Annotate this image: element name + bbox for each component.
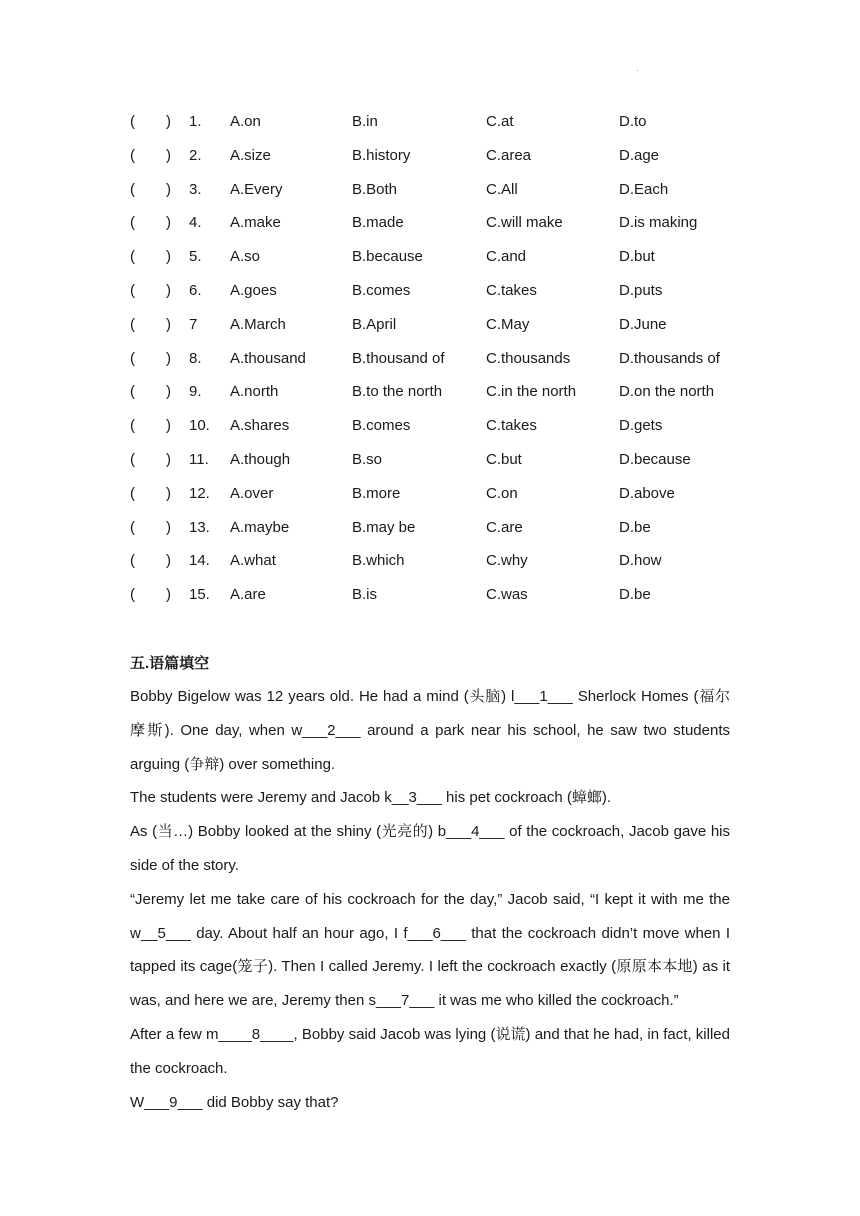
passage-paragraph: After a few m____8____, Bobby said Jacob was lying (说谎) and that he had, in fact, killed the cockroach. (130, 1025, 730, 1077)
option-row (130, 480, 750, 514)
option-d: D.how (619, 552, 662, 570)
option-c: C.May (486, 315, 530, 333)
question-number: 12. (189, 484, 210, 502)
option-a: A.so (230, 248, 261, 266)
answer-bracket-open: ( (130, 146, 135, 164)
answer-bracket-open: ( (130, 518, 135, 536)
question-number: 13. (189, 518, 210, 536)
option-a: A.are (230, 586, 266, 604)
answer-bracket-close: ) (166, 552, 171, 570)
option-row (130, 581, 750, 615)
option-b: B.to the north (352, 383, 443, 401)
option-row (130, 412, 750, 446)
option-d: D.thousands of (619, 349, 720, 367)
answer-bracket-open: ( (130, 484, 135, 502)
option-row (130, 446, 750, 480)
answer-bracket-close: ) (166, 417, 171, 435)
option-b: B.because (352, 248, 423, 266)
option-c: C.was (486, 586, 528, 604)
option-a: A.maybe (230, 518, 290, 536)
answer-bracket-close: ) (166, 248, 171, 266)
option-c: C.on (486, 484, 518, 502)
option-row (130, 277, 750, 311)
option-b: B.made (352, 214, 404, 232)
passage-paragraph: “Jeremy let me take care of his cockroach for the day,” Jacob said, “I kept it with me the w__5___ day. About half an hour ago, I f___6___ that the cockroach didn’t move when I tapped its cage(笼子). Then I called Jeremy. I left the cockroach exactly (原原本本地) as it was, and here we are, Jeremy then s___7___ it was me who killed the cockroach.” (130, 890, 730, 1010)
passage (130, 680, 730, 1119)
answer-bracket-open: ( (130, 315, 135, 333)
question-number: 1. (189, 113, 202, 130)
answer-bracket-close: ) (166, 349, 171, 367)
question-number: 6. (189, 281, 202, 299)
option-d: D.June (619, 315, 667, 333)
passage-paragraph: W___9___ did Bobby say that? (130, 1093, 339, 1111)
option-b: B.which (352, 552, 405, 570)
option-d: D.but (619, 248, 655, 266)
option-c: C.in the north (486, 383, 577, 401)
option-b: B.history (352, 146, 411, 164)
question-number: 7 (189, 315, 198, 333)
question-number: 4. (189, 214, 202, 232)
answer-bracket-open: ( (130, 281, 135, 299)
option-row (130, 209, 750, 243)
option-a: A.though (230, 450, 291, 468)
passage-paragraph: The students were Jeremy and Jacob k__3___ his pet cockroach (蟑螂). (130, 789, 612, 807)
question-number: 11. (189, 450, 209, 468)
option-a: A.over (230, 484, 274, 502)
option-b: B.comes (352, 281, 411, 299)
answer-bracket-close: ) (166, 450, 171, 468)
option-d: D.on the north (619, 383, 715, 401)
option-b: B.April (352, 315, 397, 333)
answer-bracket-close: ) (166, 586, 171, 604)
option-row (130, 514, 750, 548)
answer-bracket-open: ( (130, 349, 135, 367)
option-c: C.area (486, 146, 532, 164)
option-row (130, 142, 750, 176)
answer-bracket-close: ) (166, 484, 171, 502)
option-c: C.will make (486, 214, 563, 232)
answer-bracket-close: ) (166, 383, 171, 401)
option-a: A.shares (230, 417, 290, 435)
question-number: 8. (189, 349, 202, 367)
option-d: D.be (619, 518, 651, 536)
question-number: 2. (189, 146, 202, 164)
option-d: D.to (619, 113, 647, 130)
question-number: 10. (189, 417, 210, 435)
option-row (130, 345, 750, 379)
option-a: A.size (230, 146, 271, 164)
answer-bracket-open: ( (130, 180, 135, 198)
option-c: C.but (486, 450, 522, 468)
question-number: 5. (189, 248, 202, 266)
option-c: C.takes (486, 281, 537, 299)
answer-bracket-open: ( (130, 113, 135, 130)
question-number: 15. (189, 586, 210, 604)
option-b: B.comes (352, 417, 411, 435)
option-d: D.above (619, 484, 675, 502)
answer-bracket-open: ( (130, 383, 135, 401)
option-a: A.thousand (230, 349, 306, 367)
option-a: A.goes (230, 281, 277, 299)
option-b: B.so (352, 450, 383, 468)
option-d: D.because (619, 450, 691, 468)
option-b: B.is (352, 586, 378, 604)
option-c: C.and (486, 248, 527, 266)
option-d: D.puts (619, 281, 663, 299)
answer-bracket-close: ) (166, 281, 171, 299)
option-row (130, 378, 750, 412)
option-c: C.at (486, 113, 514, 130)
passage-paragraph: As (当…) Bobby looked at the shiny (光亮的) b___4___ of the cockroach, Jacob gave his side of the story. (130, 823, 730, 874)
option-row (130, 311, 750, 345)
option-d: D.is making (619, 214, 698, 232)
answer-bracket-open: ( (130, 248, 135, 266)
question-number: 14. (189, 552, 210, 570)
answer-bracket-close: ) (166, 146, 171, 164)
answer-bracket-open: ( (130, 552, 135, 570)
option-row (130, 108, 750, 142)
option-row (130, 176, 750, 210)
option-a: A.make (230, 214, 281, 232)
option-d: D.Each (619, 180, 669, 198)
header-mark: · (636, 66, 639, 75)
option-a: A.Every (230, 180, 283, 198)
option-b: B.thousand of (352, 349, 445, 367)
option-c: C.are (486, 518, 523, 536)
answer-bracket-close: ) (166, 518, 171, 536)
answer-bracket-close: ) (166, 214, 171, 232)
section-title: 五.语篇填空 (130, 655, 210, 672)
option-c: C.All (486, 180, 518, 198)
option-d: D.gets (619, 417, 663, 435)
option-a: A.on (230, 113, 261, 130)
option-d: D.age (619, 146, 660, 164)
options-table (130, 108, 750, 615)
answer-bracket-close: ) (166, 113, 171, 130)
option-a: A.March (230, 315, 286, 333)
answer-bracket-open: ( (130, 417, 135, 435)
option-a: A.north (230, 383, 279, 401)
answer-bracket-open: ( (130, 450, 135, 468)
option-a: A.what (230, 552, 276, 570)
option-b: B.in (352, 113, 378, 130)
option-b: B.may be (352, 518, 416, 536)
answer-bracket-open: ( (130, 586, 135, 604)
question-number: 3. (189, 180, 202, 198)
option-row (130, 243, 750, 277)
answer-bracket-close: ) (166, 315, 171, 333)
option-c: C.thousands (486, 349, 571, 367)
option-c: C.why (486, 552, 528, 570)
option-c: C.takes (486, 417, 537, 435)
passage-paragraph: Bobby Bigelow was 12 years old. He had a mind (头脑) l___1___ Sherlock Homes (福尔摩斯). One day, when w___2___ around a park near his school, he saw two students arguing (争辩) over something. (130, 688, 730, 773)
option-row (130, 547, 750, 581)
answer-bracket-open: ( (130, 214, 135, 232)
question-number: 9. (189, 383, 202, 401)
option-d: D.be (619, 586, 651, 604)
answer-bracket-close: ) (166, 180, 171, 198)
option-b: B.more (352, 484, 401, 502)
option-b: B.Both (352, 180, 398, 198)
